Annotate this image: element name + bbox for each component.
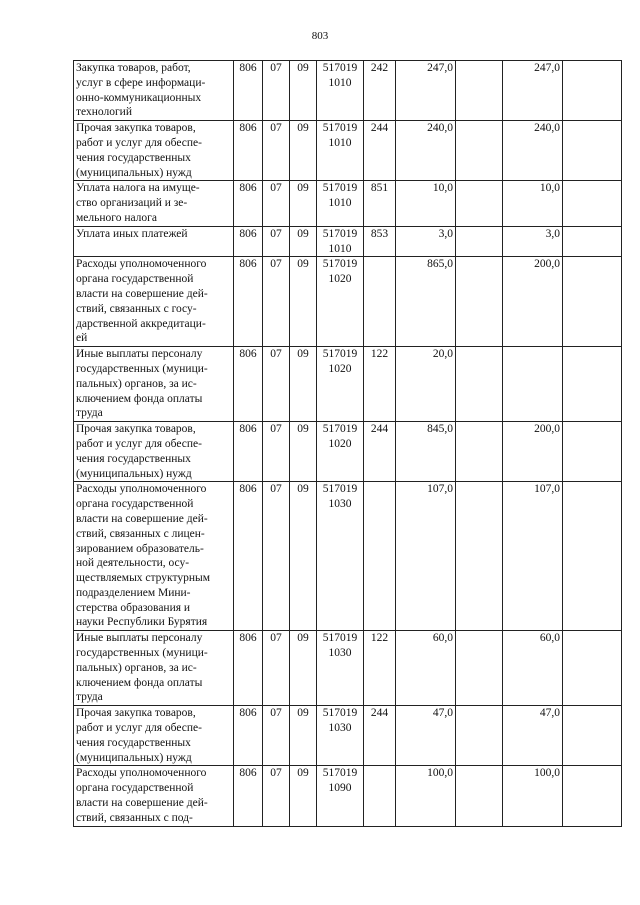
target-article-code-cell: 517019 1010 — [317, 61, 364, 121]
amount-column-3-cell: 200,0 — [503, 422, 563, 482]
section-code-cell: 07 — [263, 706, 290, 766]
table-row — [74, 631, 622, 706]
expense-type-cell: 244 — [364, 706, 396, 766]
ministry-code-cell: 806 — [234, 226, 263, 257]
amount-total-cell: 845,0 — [396, 422, 456, 482]
section-code-cell: 07 — [263, 631, 290, 706]
amount-total-cell: 10,0 — [396, 181, 456, 226]
amount-column-2-cell — [456, 482, 503, 631]
section-code-cell: 07 — [263, 347, 290, 422]
amount-column-4-cell — [563, 181, 622, 226]
row-name-cell: Прочая закупка товаров, работ и услуг для обеспе- чения государственных (муниципальных) нужд — [74, 121, 234, 181]
page-number: 803 — [311, 30, 329, 42]
amount-total-cell: 100,0 — [396, 766, 456, 826]
amount-column-2-cell — [456, 226, 503, 257]
amount-column-2-cell — [456, 121, 503, 181]
subsection-code-cell: 09 — [290, 181, 317, 226]
amount-column-3-cell: 247,0 — [503, 61, 563, 121]
amount-column-3-cell: 240,0 — [503, 121, 563, 181]
amount-column-3-cell: 47,0 — [503, 706, 563, 766]
table-row — [74, 482, 622, 631]
amount-column-4-cell — [563, 257, 622, 347]
subsection-code-cell: 09 — [290, 766, 317, 826]
expense-type-cell: 851 — [364, 181, 396, 226]
amount-column-4-cell — [563, 347, 622, 422]
amount-total-cell: 20,0 — [396, 347, 456, 422]
section-code-cell: 07 — [263, 257, 290, 347]
subsection-code-cell: 09 — [290, 347, 317, 422]
row-name-cell: Расходы уполномоченного органа государственной власти на совершение дей- ствий, связанных с под- — [74, 766, 234, 826]
expense-type-cell: 122 — [364, 631, 396, 706]
row-name-cell: Иные выплаты персоналу государственных (муници- пальных) органов, за ис- ключением фонда оплаты труда — [74, 347, 234, 422]
amount-total-cell: 47,0 — [396, 706, 456, 766]
row-name-cell: Уплата иных платежей — [74, 226, 234, 257]
amount-column-4-cell — [563, 121, 622, 181]
amount-column-4-cell — [563, 706, 622, 766]
expense-type-cell: 242 — [364, 61, 396, 121]
target-article-code-cell: 517019 1030 — [317, 482, 364, 631]
target-article-code-cell: 517019 1090 — [317, 766, 364, 826]
amount-column-4-cell — [563, 422, 622, 482]
table-row — [74, 61, 622, 121]
subsection-code-cell: 09 — [290, 482, 317, 631]
amount-total-cell: 247,0 — [396, 61, 456, 121]
expense-type-cell — [364, 482, 396, 631]
ministry-code-cell: 806 — [234, 347, 263, 422]
amount-column-4-cell — [563, 631, 622, 706]
row-name-cell: Прочая закупка товаров, работ и услуг для обеспе- чения государственных (муниципальных) нужд — [74, 706, 234, 766]
amount-column-2-cell — [456, 706, 503, 766]
amount-column-4-cell — [563, 61, 622, 121]
ministry-code-cell: 806 — [234, 631, 263, 706]
row-name-cell: Прочая закупка товаров, работ и услуг для обеспе- чения государственных (муниципальных) нужд — [74, 422, 234, 482]
table-row — [74, 422, 622, 482]
subsection-code-cell: 09 — [290, 257, 317, 347]
section-code-cell: 07 — [263, 121, 290, 181]
row-name-cell: Расходы уполномоченного органа государственной власти на совершение дей- ствий, связанных с лицен- зированием образователь- ной деятельности, осу- ществляемых структурным подразделением Мини- стерства образования и науки Республики Бурятия — [74, 482, 234, 631]
ministry-code-cell: 806 — [234, 181, 263, 226]
table-row — [74, 257, 622, 347]
amount-column-4-cell — [563, 226, 622, 257]
ministry-code-cell: 806 — [234, 482, 263, 631]
table-row — [74, 706, 622, 766]
budget-table-body — [74, 61, 622, 827]
expense-type-cell — [364, 257, 396, 347]
row-name-cell: Закупка товаров, работ, услуг в сфере информаци- онно-коммуникационных технологий — [74, 61, 234, 121]
subsection-code-cell: 09 — [290, 61, 317, 121]
amount-column-2-cell — [456, 181, 503, 226]
amount-column-2-cell — [456, 61, 503, 121]
row-name-cell: Расходы уполномоченного органа государственной власти на совершение дей- ствий, связанных с госу- дарственной аккредитаци- ей — [74, 257, 234, 347]
amount-column-3-cell: 200,0 — [503, 257, 563, 347]
amount-column-4-cell — [563, 766, 622, 826]
amount-column-3-cell — [503, 347, 563, 422]
subsection-code-cell: 09 — [290, 706, 317, 766]
amount-column-2-cell — [456, 422, 503, 482]
amount-total-cell: 240,0 — [396, 121, 456, 181]
ministry-code-cell: 806 — [234, 766, 263, 826]
subsection-code-cell: 09 — [290, 422, 317, 482]
table-row — [74, 347, 622, 422]
subsection-code-cell: 09 — [290, 631, 317, 706]
amount-column-2-cell — [456, 257, 503, 347]
amount-total-cell: 60,0 — [396, 631, 456, 706]
amount-column-3-cell: 100,0 — [503, 766, 563, 826]
amount-column-3-cell: 60,0 — [503, 631, 563, 706]
amount-column-3-cell: 3,0 — [503, 226, 563, 257]
section-code-cell: 07 — [263, 422, 290, 482]
amount-total-cell: 107,0 — [396, 482, 456, 631]
budget-table — [73, 60, 622, 827]
target-article-code-cell: 517019 1020 — [317, 257, 364, 347]
subsection-code-cell: 09 — [290, 226, 317, 257]
section-code-cell: 07 — [263, 482, 290, 631]
ministry-code-cell: 806 — [234, 706, 263, 766]
target-article-code-cell: 517019 1020 — [317, 422, 364, 482]
amount-column-2-cell — [456, 766, 503, 826]
target-article-code-cell: 517019 1010 — [317, 121, 364, 181]
amount-total-cell: 865,0 — [396, 257, 456, 347]
section-code-cell: 07 — [263, 766, 290, 826]
table-row — [74, 121, 622, 181]
expense-type-cell: 244 — [364, 121, 396, 181]
section-code-cell: 07 — [263, 226, 290, 257]
target-article-code-cell: 517019 1010 — [317, 181, 364, 226]
section-code-cell: 07 — [263, 181, 290, 226]
amount-total-cell: 3,0 — [396, 226, 456, 257]
amount-column-2-cell — [456, 347, 503, 422]
amount-column-4-cell — [563, 482, 622, 631]
target-article-code-cell: 517019 1030 — [317, 706, 364, 766]
ministry-code-cell: 806 — [234, 121, 263, 181]
ministry-code-cell: 806 — [234, 422, 263, 482]
subsection-code-cell: 09 — [290, 121, 317, 181]
ministry-code-cell: 806 — [234, 61, 263, 121]
row-name-cell: Уплата налога на имуще- ство организаций и зе- мельного налога — [74, 181, 234, 226]
target-article-code-cell: 517019 1010 — [317, 226, 364, 257]
expense-type-cell: 122 — [364, 347, 396, 422]
section-code-cell: 07 — [263, 61, 290, 121]
amount-column-3-cell: 10,0 — [503, 181, 563, 226]
table-row — [74, 181, 622, 226]
expense-type-cell — [364, 766, 396, 826]
amount-column-2-cell — [456, 631, 503, 706]
expense-type-cell: 244 — [364, 422, 396, 482]
row-name-cell: Иные выплаты персоналу государственных (муници- пальных) органов, за ис- ключением фонда оплаты труда — [74, 631, 234, 706]
target-article-code-cell: 517019 1020 — [317, 347, 364, 422]
target-article-code-cell: 517019 1030 — [317, 631, 364, 706]
table-row — [74, 226, 622, 257]
amount-column-3-cell: 107,0 — [503, 482, 563, 631]
ministry-code-cell: 806 — [234, 257, 263, 347]
expense-type-cell: 853 — [364, 226, 396, 257]
table-row — [74, 766, 622, 826]
